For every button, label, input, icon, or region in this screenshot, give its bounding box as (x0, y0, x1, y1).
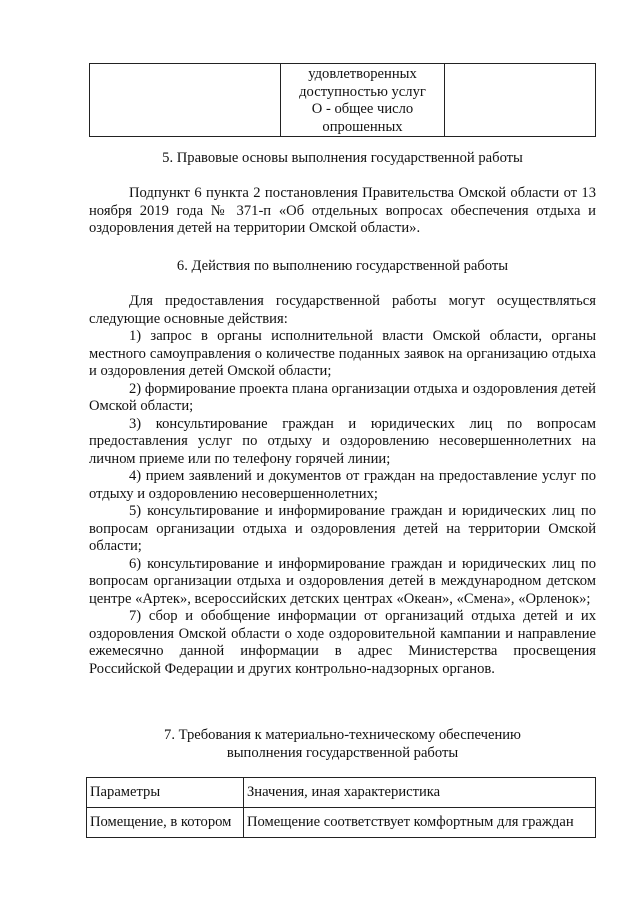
top-table-cell-right (445, 64, 596, 137)
table-header-cell: Параметры (87, 778, 244, 808)
table-cell: Помещение соответствует комфортным для граждан (244, 808, 596, 838)
formula-line: опрошенных (322, 118, 403, 135)
action-item: 4) прием заявлений и документов от граждан на предоставление услуг по отдыху и оздоровлению несовершеннолетних; (89, 468, 596, 502)
requirements-table (86, 777, 596, 838)
top-table-cell-left (90, 64, 281, 137)
section5-heading: 5. Правовые основы выполнения государственной работы (162, 150, 523, 166)
formula-line: доступностью услуг (299, 83, 426, 100)
action-item: 6) консультирование и информирование граждан и юридических лиц по вопросам организации отдыха и оздоровления детей в международном детском центре «Артек», всероссийских детских центрах «Океан», «Смена», «Орленок»; (89, 555, 596, 607)
section7-heading (89, 727, 596, 762)
action-item: 2) формирование проекта плана организации отдыха и оздоровления детей Омской области; (89, 380, 596, 414)
section5-paragraph: Подпункт 6 пункта 2 постановления Правительства Омской области от 13 ноября 2019 года № 371-п «Об отдельных вопросах обеспечения отдыха и оздоровления детей на территории Омской области». (89, 185, 596, 236)
action-item: 5) консультирование и информирование граждан и юридических лиц по вопросам организации отдыха и оздоровления детей на территории Омской области; (89, 503, 596, 554)
table-row (87, 808, 596, 838)
section6-body (89, 293, 596, 678)
section6-heading: 6. Действия по выполнению государственной работы (176, 258, 509, 274)
section7-heading-line1: 7. Требования к материально-техническому обеспечению (164, 727, 521, 743)
table-header-row (87, 778, 596, 808)
top-table-fragment (89, 63, 596, 137)
table-cell: Помещение, в котором (87, 808, 244, 838)
action-item: 3) консультирование граждан и юридических лиц по вопросам предоставления услуг по отдыху и оздоровлению несовершеннолетних на личном приеме или по телефону горячей линии; (89, 415, 596, 467)
section7-heading-line2: выполнения государственной работы (226, 744, 459, 761)
formula-line: О - общее число (311, 101, 414, 118)
action-item: 7) сбор и обобщение информации от организаций отдыха детей и их оздоровления Омской области о ходе оздоровительной кампании и направление ежемесячно данной информации в адрес Министерства просвещения Российской Федерации и других контрольно-надзорных органов. (89, 608, 596, 677)
table-header-cell: Значения, иная характеристика (244, 778, 596, 808)
top-table-cell-formula (281, 64, 445, 137)
action-item: 1) запрос в органы исполнительной власти Омской области, органы местного самоуправления о количестве поданных заявок на организацию отдыха и оздоровления детей Омской области; (89, 328, 596, 379)
formula-line: удовлетворенных (308, 66, 417, 82)
section6-intro: Для предоставления государственной работы могут осуществляться следующие основные действия: (89, 293, 596, 327)
